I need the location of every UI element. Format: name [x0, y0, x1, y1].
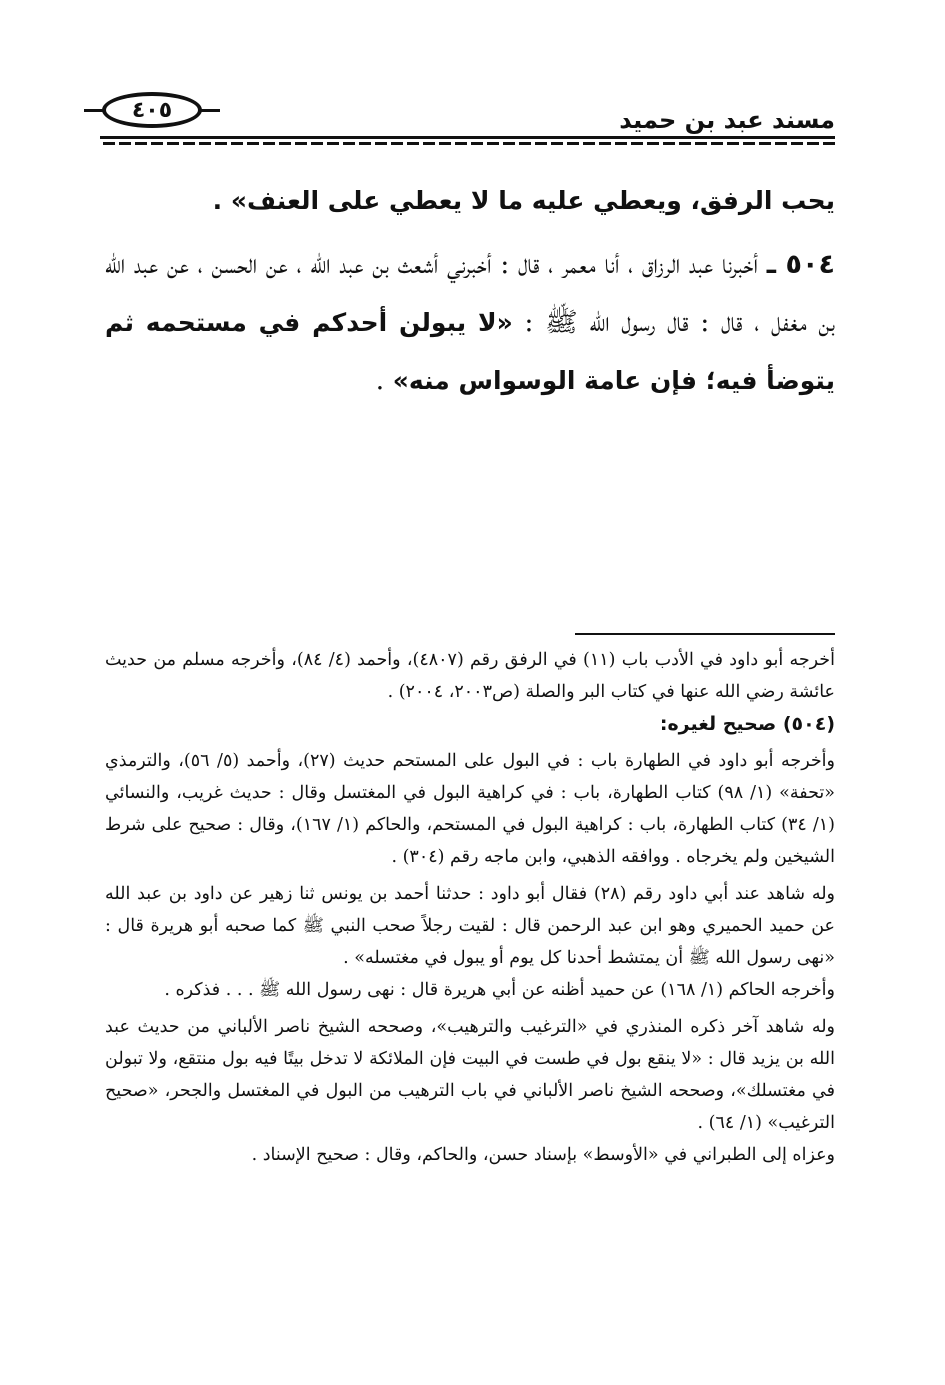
footnote-grade-heading: (٥٠٤) صحيح لغيره:	[659, 713, 835, 735]
footnote-divider	[575, 633, 835, 635]
continued-text: يحب الرفق، ويعطي عليه ما لا يعطي على العنف» .	[212, 186, 835, 215]
hadith-number: ٥٠٤ ـ	[766, 249, 835, 280]
footnote-hakim: وأخرجه الحاكم (١/ ١٦٨) عن حميد أظنه عن أبي هريرة قال : نهى رسول الله ﷺ . . . فذكره .	[164, 980, 835, 1000]
hadith-end: .	[375, 365, 393, 396]
continued-hadith-text	[105, 172, 835, 230]
hadith-chain: أخبرنا عبد الرزاق ، أنا معمر ، قال : أخبرني أشعث بن عبد الله ، عن الحسن ، عن عبد الله بن مغفل ، قال : قال رسول الله ﷺ :	[105, 249, 835, 338]
hadith-504	[105, 236, 835, 410]
header-divider	[100, 136, 835, 145]
page-header	[100, 86, 835, 146]
book-title: مسند عبد بن حميد	[619, 106, 835, 134]
footnotes	[105, 644, 835, 1171]
page-number-badge	[102, 92, 202, 128]
footnote-witness-1: وله شاهد عند أبي داود رقم (٢٨) فقال أبو داود : حدثنا أحمد بن يونس ثنا زهير عن داود بن عبد الله عن حميد الحميري وهو ابن عبد الرحمن قال : لقيت رجلاً صحب النبي ﷺ كما صحبه أبو هريرة قال : «نهى رسول الله ﷺ أن يمتشط أحدنا كل يوم أو يبول في مغتسله» .	[105, 884, 835, 968]
footnote-prev: أخرجه أبو داود في الأدب باب (١١) في الرفق رقم (٤٨٠٧)، وأحمد (٤/ ٨٤)، وأخرجه مسلم من حديث عائشة رضي الله عنها في كتاب البر والصلة (ص٢٠٠٣، ٢٠٠٤) .	[105, 650, 835, 702]
hadith-paragraph	[105, 236, 835, 410]
footnote-tabarani: وعزاه إلى الطبراني في «الأوسط» بإسناد حسن، والحاكم، وقال : صحيح الإسناد .	[251, 1145, 835, 1165]
page-number: ٤٠٥	[131, 97, 173, 123]
footnote-takhrij: وأخرجه أبو داود في الطهارة باب : في البول على المستحم حديث (٢٧)، وأحمد (٥/ ٥٦)، والترمذي «تحفة» (١/ ٩٨) كتاب الطهارة، باب : في كراهية البول في المغتسل وقال : حديث غريب، والنسائي (١/ ٣٤) كتاب الطهارة، باب : كراهية البول في المستحم، والحاكم (١/ ١٦٧)، وقال : صحيح على شرط الشيخين ولم يخرجاه . ووافقه الذهبي، وابن ماجه رقم (٣٠٤) .	[105, 751, 835, 867]
hadith-text: «لا يبولن أحدكم في مستحمه ثم يتوضأ فيه؛ فإن عامة الوسواس منه»	[105, 308, 835, 395]
footnote-witness-2: وله شاهد آخر ذكره المنذري في «الترغيب والترهيب»، وصححه الشيخ ناصر الألباني من حديث عبد الله بن يزيد قال : «لا ينقع بول في طست في البيت فإن الملائكة لا تدخل بيتًا فيه بول منتقع، ولا تبولن في مغتسلك»، وصححه الشيخ ناصر الألباني في باب الترهيب من البول في المغتسل والجحر، «صحيح الترغيب» (١/ ٦٤) .	[105, 1017, 835, 1133]
